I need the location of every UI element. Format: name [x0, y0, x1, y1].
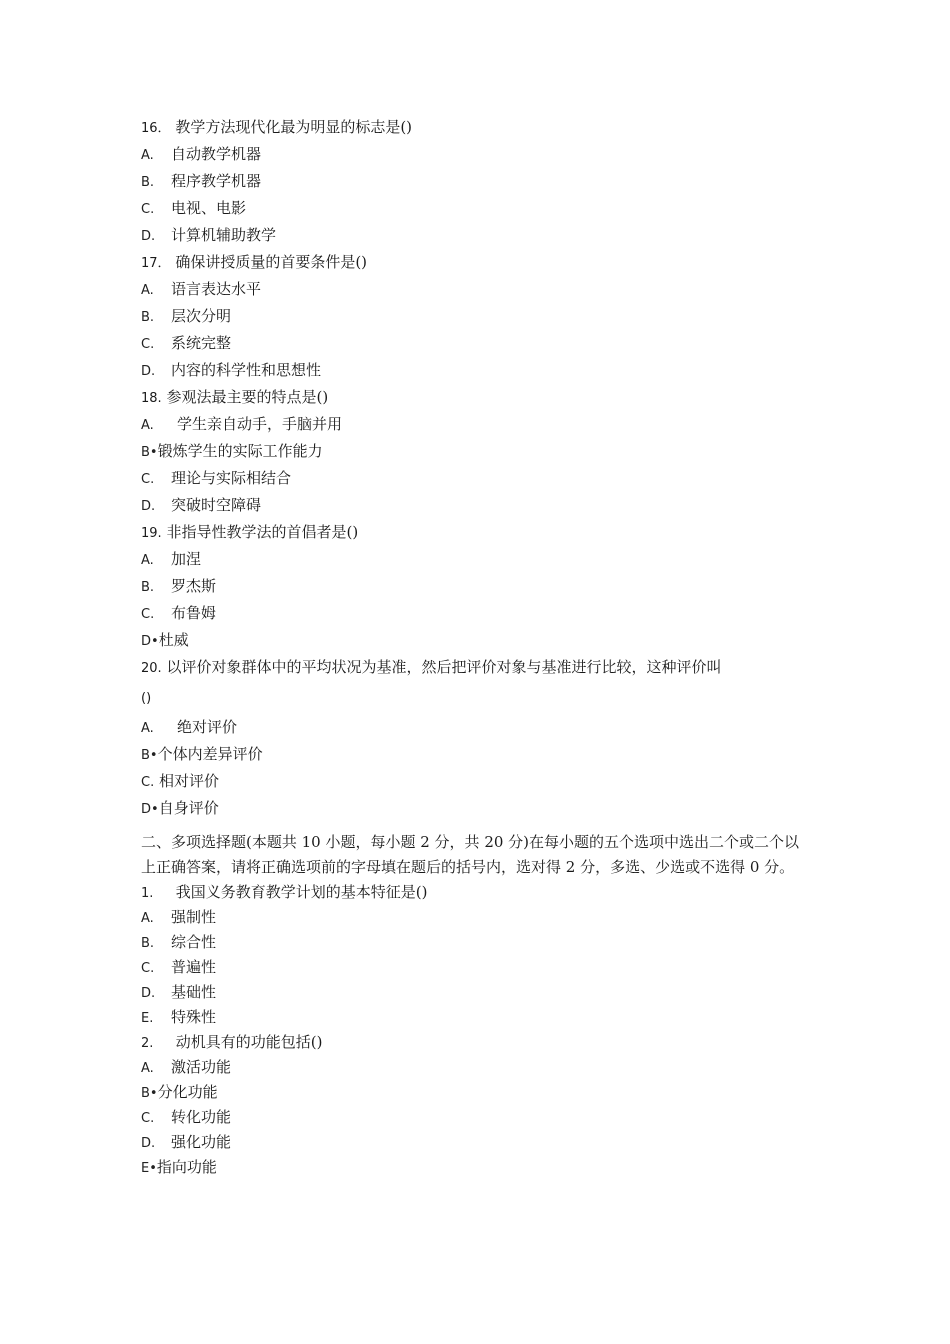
option-text: 加涅	[171, 550, 202, 568]
question-text: 教学方法现代化最为明显的标志是()	[175, 118, 413, 136]
option-e	[141, 1155, 811, 1180]
option-text: 锻炼学生的实际工作能力	[157, 442, 323, 460]
option-text: 布鲁姆	[171, 604, 217, 622]
question-number: 2.	[141, 1036, 154, 1051]
option-a	[141, 714, 811, 741]
option-a	[141, 276, 811, 303]
answer-parentheses: ()	[141, 691, 152, 706]
option-text: 计算机辅助教学	[171, 226, 277, 244]
option-c	[141, 955, 811, 980]
option-letter: C.	[141, 607, 155, 622]
option-letter: B.	[141, 310, 155, 325]
option-b	[141, 930, 811, 955]
option-letter: A.	[141, 148, 154, 163]
question-number: 16．	[141, 121, 171, 136]
option-text: 指向功能	[156, 1158, 217, 1176]
option-a	[141, 1055, 811, 1080]
option-letter: B.	[141, 175, 155, 190]
option-letter: C.	[141, 1111, 155, 1126]
question-number: 18.	[141, 391, 162, 406]
section-2-instructions: 二、多项选择题(本题共 10 小题，每小题 2 分，共 20 分)在每小题的五个选项中选出二个或二个以上正确答案，请将正确选项前的字母填在题后的括号内，选对得 2 分，多选、少选或不选得 0 分。	[141, 833, 800, 876]
question-text: 参观法最主要的特点是()	[166, 388, 329, 406]
option-letter: E.	[141, 1011, 154, 1026]
section-2-questions	[141, 880, 811, 1180]
option-d	[141, 1130, 811, 1155]
option-letter: A.	[141, 911, 154, 926]
option-letter: B.	[141, 936, 155, 951]
option-text: 激活功能	[171, 1058, 232, 1076]
option-c	[141, 330, 811, 357]
option-b	[141, 438, 811, 465]
option-text: 转化功能	[171, 1108, 232, 1126]
question-text: 确保讲授质量的首要条件是()	[175, 253, 368, 271]
option-text: 自动教学机器	[171, 145, 262, 163]
option-text: 强化功能	[171, 1133, 232, 1151]
option-text: 相对评价	[159, 772, 220, 790]
option-letter: D•	[141, 802, 159, 817]
option-letter: B•	[141, 445, 158, 460]
question-number: 17．	[141, 256, 171, 271]
document-page	[141, 114, 811, 1180]
option-d	[141, 980, 811, 1005]
question-number: 20.	[141, 661, 162, 676]
option-text: 层次分明	[171, 307, 232, 325]
option-text: 普遍性	[171, 958, 217, 976]
option-text: 程序教学机器	[171, 172, 262, 190]
option-c	[141, 1105, 811, 1130]
option-d	[141, 795, 811, 822]
option-e	[141, 1005, 811, 1030]
option-letter: B•	[141, 748, 158, 763]
option-letter: C.	[141, 337, 155, 352]
option-b	[141, 303, 811, 330]
option-text: 分化功能	[157, 1083, 218, 1101]
option-b	[141, 741, 811, 768]
option-letter: E•	[141, 1161, 157, 1176]
option-letter: C.	[141, 202, 155, 217]
option-letter: D•	[141, 634, 159, 649]
question-1	[141, 880, 811, 905]
option-text: 综合性	[171, 933, 217, 951]
question-text: 非指导性教学法的首倡者是()	[166, 523, 359, 541]
option-d	[141, 492, 811, 519]
option-text: 特殊性	[171, 1008, 217, 1026]
option-text: 罗杰斯	[171, 577, 217, 595]
option-letter: C.	[141, 775, 155, 790]
option-letter: A.	[141, 283, 154, 298]
option-b	[141, 168, 811, 195]
option-d	[141, 357, 811, 384]
question-16	[141, 114, 811, 141]
option-letter: A.	[141, 553, 154, 568]
option-text: 电视、电影	[171, 199, 247, 217]
option-letter: D.	[141, 986, 156, 1001]
option-text: 系统完整	[171, 334, 232, 352]
question-20	[141, 654, 811, 684]
question-number: 1.	[141, 886, 154, 901]
option-a	[141, 905, 811, 930]
option-text: 自身评价	[158, 799, 219, 817]
question-18	[141, 384, 811, 411]
option-a	[141, 546, 811, 573]
option-letter: C.	[141, 472, 155, 487]
question-2	[141, 1030, 811, 1055]
option-letter: D.	[141, 499, 156, 514]
option-letter: A.	[141, 418, 154, 433]
option-text: 个体内差异评价	[157, 745, 263, 763]
option-text: 语言表达水平	[171, 280, 262, 298]
option-text: 绝对评价	[177, 718, 238, 736]
option-text: 学生亲自动手，手脑并用	[177, 415, 343, 433]
question-17	[141, 249, 811, 276]
option-letter: B•	[141, 1086, 158, 1101]
option-text: 杜威	[158, 631, 189, 649]
question-20-continuation	[141, 684, 811, 714]
option-letter: D.	[141, 364, 156, 379]
question-text: 以评价对象群体中的平均状况为基准，然后把评价对象与基准进行比较，这种评价叫	[166, 658, 722, 676]
option-c	[141, 195, 811, 222]
option-b	[141, 1080, 811, 1105]
option-a	[141, 411, 811, 438]
option-letter: A.	[141, 1061, 154, 1076]
question-text: 我国义务教育教学计划的基本特征是()	[175, 883, 428, 901]
option-text: 理论与实际相结合	[171, 469, 292, 487]
option-c	[141, 768, 811, 795]
option-text: 突破时空障碍	[171, 496, 262, 514]
option-letter: D.	[141, 1136, 156, 1151]
option-b	[141, 573, 811, 600]
question-text: 动机具有的功能包括()	[175, 1033, 323, 1051]
question-number: 19.	[141, 526, 162, 541]
option-c	[141, 465, 811, 492]
option-letter: C.	[141, 961, 155, 976]
option-a	[141, 141, 811, 168]
option-text: 内容的科学性和思想性	[171, 361, 322, 379]
question-19	[141, 519, 811, 546]
option-d	[141, 627, 811, 654]
option-letter: A.	[141, 721, 154, 736]
option-text: 基础性	[171, 983, 217, 1001]
option-d	[141, 222, 811, 249]
option-letter: B.	[141, 580, 155, 595]
option-c	[141, 600, 811, 627]
option-letter: D.	[141, 229, 156, 244]
option-text: 强制性	[171, 908, 217, 926]
